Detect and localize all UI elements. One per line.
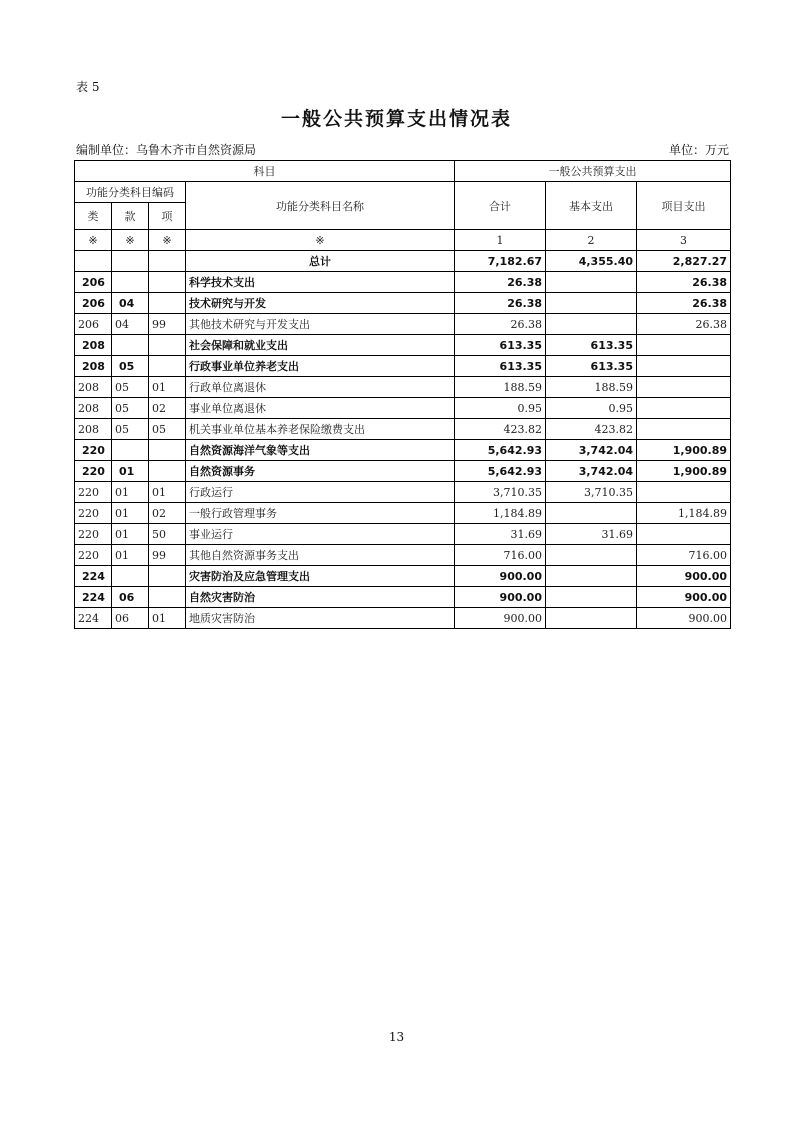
column-number-2: 2	[546, 230, 637, 251]
class-code-cell: 224	[75, 608, 112, 629]
item-code-cell: 01	[149, 377, 186, 398]
project-cell: 1,900.89	[637, 440, 731, 461]
section-code-cell: 01	[112, 524, 149, 545]
basic-cell: 3,710.35	[546, 482, 637, 503]
section-code-cell: 05	[112, 377, 149, 398]
total-cell: 900.00	[455, 587, 546, 608]
total-project: 2,827.27	[637, 251, 731, 272]
total-cell: 3,710.35	[455, 482, 546, 503]
total-cell: 900.00	[455, 566, 546, 587]
basic-cell	[546, 566, 637, 587]
class-code-cell: 220	[75, 461, 112, 482]
total-cell: 26.38	[455, 314, 546, 335]
class-code-cell: 206	[75, 272, 112, 293]
total-cell: 5,642.93	[455, 461, 546, 482]
function-name-cell: 其他自然资源事务支出	[186, 545, 455, 566]
total-cell: 0.95	[455, 398, 546, 419]
total-class-cell	[75, 251, 112, 272]
total-basic: 4,355.40	[546, 251, 637, 272]
class-code-cell: 208	[75, 356, 112, 377]
total-section-cell	[112, 251, 149, 272]
function-name-cell: 行政单位离退休	[186, 377, 455, 398]
column-number-1: 1	[455, 230, 546, 251]
class-code-cell: 220	[75, 503, 112, 524]
item-code-cell: 02	[149, 503, 186, 524]
total-cell: 613.35	[455, 335, 546, 356]
class-code-cell: 208	[75, 419, 112, 440]
function-name-cell: 灾害防治及应急管理支出	[186, 566, 455, 587]
item-code-cell: 50	[149, 524, 186, 545]
project-cell: 716.00	[637, 545, 731, 566]
section-code-cell: 01	[112, 461, 149, 482]
table-row	[75, 272, 731, 293]
item-code-cell: 01	[149, 482, 186, 503]
section-code-cell	[112, 566, 149, 587]
item-code-cell	[149, 461, 186, 482]
total-cell: 423.82	[455, 419, 546, 440]
class-code-cell: 224	[75, 566, 112, 587]
table-row	[75, 461, 731, 482]
item-code-cell	[149, 272, 186, 293]
basic-cell	[546, 545, 637, 566]
section-code-cell: 04	[112, 314, 149, 335]
marker-item: ※	[149, 230, 186, 251]
table-row	[75, 440, 731, 461]
column-number-3: 3	[637, 230, 731, 251]
currency-unit: 单位：万元	[668, 143, 729, 157]
section-code-cell: 04	[112, 293, 149, 314]
header-function-code: 功能分类科目编码	[75, 182, 186, 203]
total-row	[75, 251, 731, 272]
project-cell	[637, 419, 731, 440]
section-code-cell: 05	[112, 398, 149, 419]
function-name-cell: 事业运行	[186, 524, 455, 545]
basic-cell: 3,742.04	[546, 440, 637, 461]
function-name-cell: 社会保障和就业支出	[186, 335, 455, 356]
basic-cell: 3,742.04	[546, 461, 637, 482]
project-cell: 26.38	[637, 314, 731, 335]
class-code-cell: 220	[75, 440, 112, 461]
project-cell: 1,900.89	[637, 461, 731, 482]
section-code-cell	[112, 272, 149, 293]
item-code-cell	[149, 335, 186, 356]
basic-cell: 31.69	[546, 524, 637, 545]
table-label: 表 5	[76, 80, 100, 94]
class-code-cell: 206	[75, 314, 112, 335]
section-code-cell: 06	[112, 608, 149, 629]
header-function-name: 功能分类科目名称	[186, 182, 455, 230]
table-row	[75, 566, 731, 587]
class-code-cell: 206	[75, 293, 112, 314]
total-item-cell	[149, 251, 186, 272]
header-basic: 基本支出	[546, 182, 637, 230]
page-title: 一般公共预算支出情况表	[280, 108, 512, 130]
project-cell: 26.38	[637, 293, 731, 314]
class-code-cell: 220	[75, 545, 112, 566]
class-code-cell: 208	[75, 335, 112, 356]
item-code-cell	[149, 356, 186, 377]
table-row	[75, 503, 731, 524]
header-general-budget: 一般公共预算支出	[455, 161, 731, 182]
function-name-cell: 事业单位离退休	[186, 398, 455, 419]
total-cell: 5,642.93	[455, 440, 546, 461]
function-name-cell: 技术研究与开发	[186, 293, 455, 314]
marker-section: ※	[112, 230, 149, 251]
class-code-cell: 224	[75, 587, 112, 608]
table-row	[75, 356, 731, 377]
table-row	[75, 335, 731, 356]
basic-cell: 423.82	[546, 419, 637, 440]
header-total: 合计	[455, 182, 546, 230]
marker-name: ※	[186, 230, 455, 251]
function-name-cell: 一般行政管理事务	[186, 503, 455, 524]
header-class: 类	[75, 203, 112, 230]
class-code-cell: 208	[75, 398, 112, 419]
project-cell: 900.00	[637, 566, 731, 587]
total-cell: 613.35	[455, 356, 546, 377]
page-number: 13	[388, 1030, 405, 1044]
section-code-cell	[112, 440, 149, 461]
function-name-cell: 自然资源事务	[186, 461, 455, 482]
header-subject: 科目	[75, 161, 455, 182]
table-row	[75, 314, 731, 335]
class-code-cell: 220	[75, 482, 112, 503]
basic-cell	[546, 587, 637, 608]
project-cell: 1,184.89	[637, 503, 731, 524]
table-row	[75, 419, 731, 440]
function-name-cell: 其他技术研究与开发支出	[186, 314, 455, 335]
total-cell: 716.00	[455, 545, 546, 566]
basic-cell	[546, 608, 637, 629]
project-cell: 900.00	[637, 608, 731, 629]
section-code-cell: 05	[112, 356, 149, 377]
section-code-cell	[112, 335, 149, 356]
compiling-unit: 编制单位：乌鲁木齐市自然资源局	[76, 143, 257, 157]
basic-cell: 0.95	[546, 398, 637, 419]
class-code-cell: 220	[75, 524, 112, 545]
project-cell	[637, 356, 731, 377]
function-name-cell: 行政事业单位养老支出	[186, 356, 455, 377]
table-body	[75, 251, 731, 629]
item-code-cell: 99	[149, 545, 186, 566]
item-code-cell: 02	[149, 398, 186, 419]
total-sum: 7,182.67	[455, 251, 546, 272]
total-cell: 31.69	[455, 524, 546, 545]
table-row	[75, 608, 731, 629]
table-row	[75, 545, 731, 566]
class-code-cell: 208	[75, 377, 112, 398]
basic-cell	[546, 272, 637, 293]
table-row	[75, 293, 731, 314]
item-code-cell: 99	[149, 314, 186, 335]
total-cell: 900.00	[455, 608, 546, 629]
item-code-cell	[149, 440, 186, 461]
header-item: 项	[149, 203, 186, 230]
total-cell: 1,184.89	[455, 503, 546, 524]
project-cell: 900.00	[637, 587, 731, 608]
basic-cell: 188.59	[546, 377, 637, 398]
function-name-cell: 机关事业单位基本养老保险缴费支出	[186, 419, 455, 440]
section-code-cell: 01	[112, 482, 149, 503]
section-code-cell: 05	[112, 419, 149, 440]
item-code-cell	[149, 587, 186, 608]
project-cell	[637, 482, 731, 503]
total-label: 总计	[186, 251, 455, 272]
basic-cell	[546, 503, 637, 524]
total-cell: 26.38	[455, 293, 546, 314]
item-code-cell	[149, 566, 186, 587]
basic-cell	[546, 314, 637, 335]
header-section: 款	[112, 203, 149, 230]
item-code-cell: 01	[149, 608, 186, 629]
project-cell	[637, 398, 731, 419]
function-name-cell: 自然灾害防治	[186, 587, 455, 608]
table-row	[75, 377, 731, 398]
function-name-cell: 科学技术支出	[186, 272, 455, 293]
basic-cell: 613.35	[546, 356, 637, 377]
function-name-cell: 自然资源海洋气象等支出	[186, 440, 455, 461]
project-cell	[637, 377, 731, 398]
section-code-cell: 01	[112, 545, 149, 566]
function-name-cell: 地质灾害防治	[186, 608, 455, 629]
section-code-cell: 06	[112, 587, 149, 608]
project-cell	[637, 335, 731, 356]
marker-class: ※	[75, 230, 112, 251]
item-code-cell	[149, 293, 186, 314]
table-row	[75, 587, 731, 608]
basic-cell	[546, 293, 637, 314]
section-code-cell: 01	[112, 503, 149, 524]
table-row	[75, 482, 731, 503]
table-header	[75, 161, 731, 251]
total-cell: 26.38	[455, 272, 546, 293]
table-row	[75, 524, 731, 545]
project-cell: 26.38	[637, 272, 731, 293]
basic-cell: 613.35	[546, 335, 637, 356]
budget-table	[74, 160, 731, 629]
table-row	[75, 398, 731, 419]
function-name-cell: 行政运行	[186, 482, 455, 503]
project-cell	[637, 524, 731, 545]
total-cell: 188.59	[455, 377, 546, 398]
header-project: 项目支出	[637, 182, 731, 230]
item-code-cell: 05	[149, 419, 186, 440]
